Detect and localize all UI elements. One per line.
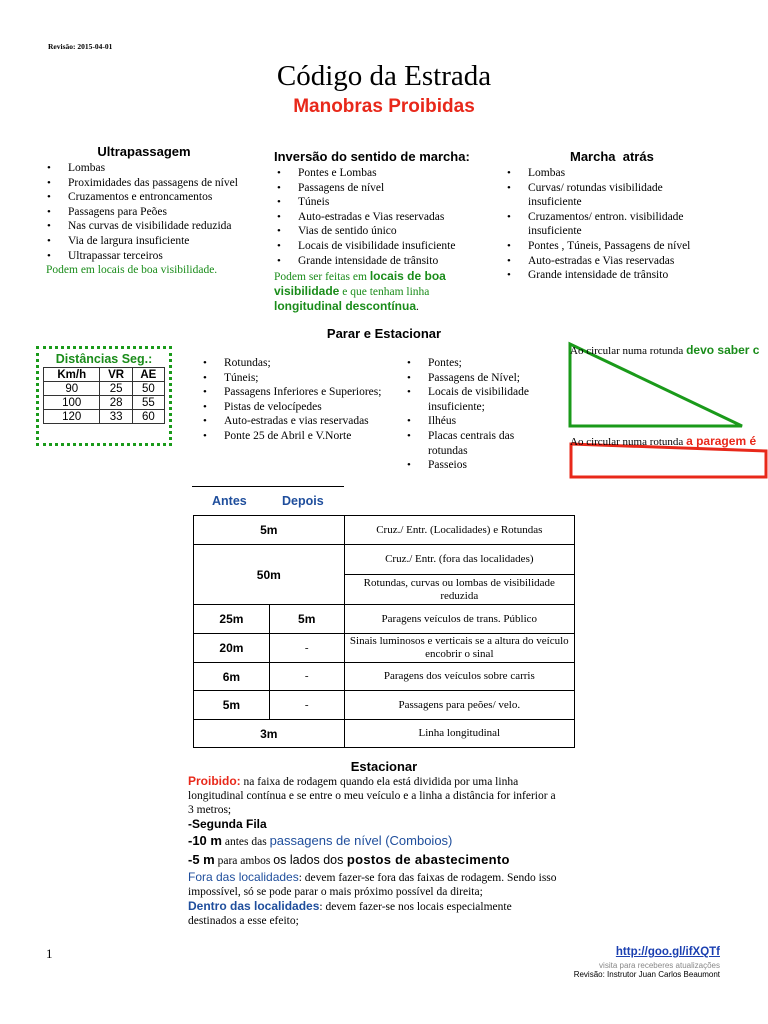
table-cell: Cruz./ Entr. (fora das localidades) — [344, 545, 574, 575]
list-item: • Passagens Inferiores e Superiores; — [200, 385, 386, 400]
table-header: VR — [100, 368, 132, 382]
estacionar-heading: Estacionar — [350, 759, 418, 774]
footer-link[interactable]: http://goo.gl/ifXQTf — [615, 946, 720, 958]
paragraph-text: para ambos — [214, 855, 274, 867]
estacionar-paragraph — [188, 774, 563, 817]
parar-list-left — [200, 356, 386, 444]
table-cell: 6m — [194, 663, 270, 691]
col-header-antes: Antes — [212, 494, 247, 508]
rotunda-text: Ao circular numa rotunda — [570, 436, 687, 448]
list-item: • Via de largura insuficiente — [44, 234, 244, 249]
list-item: • Vias de sentido único — [274, 224, 496, 239]
rotunda-triangles — [560, 340, 768, 484]
table-cell: 90 — [44, 382, 100, 396]
rotunda-green-text — [570, 343, 768, 357]
table-cell: 20m — [194, 634, 270, 663]
table-cell: Paragens dos veículos sobre carris — [344, 663, 574, 691]
revision-date: Revisão: 2015-04-01 — [48, 42, 113, 51]
parar-list-right — [404, 356, 544, 473]
note-text: e que tenham linha — [339, 286, 430, 299]
paragraph-emphasis: postos de abastecimento — [346, 852, 510, 867]
list-item: • Ilhéus — [404, 414, 544, 429]
table-cell: Linha longitudinal — [344, 720, 574, 748]
page-subtitle: Manobras Proibidas — [293, 96, 475, 117]
list-item: • Pontes e Lombas — [274, 166, 496, 181]
list-item: • Lombas — [44, 161, 244, 176]
table-cell: Sinais luminosos e verticais se a altura do veículo encobrir o sinal — [344, 634, 574, 663]
table-row — [194, 605, 575, 634]
table-row — [44, 382, 165, 396]
note-text: . — [416, 301, 419, 314]
list-item: • Passeios — [404, 458, 544, 473]
list-item: • Auto-estradas e vias reservadas — [200, 414, 386, 429]
paragraph-text: : devem fazer-se nos locais especialmente destinados a esse efeito; — [188, 901, 512, 927]
list-item: • Ultrapassar terceiros — [44, 249, 244, 264]
list-item: • Lombas — [504, 166, 714, 181]
page-number: 1 — [46, 946, 53, 961]
parar-heading: Parar e Estacionar — [326, 326, 442, 341]
table-cell: 25 — [100, 382, 132, 396]
table-cell: 50 — [132, 382, 164, 396]
table-cell: - — [269, 634, 344, 663]
table-header-row — [192, 486, 344, 515]
footer-revision: Revisão: Instrutor Juan Carlos Beaumont — [573, 970, 720, 979]
distance-value: -10 m — [188, 833, 222, 848]
inversao-section — [274, 149, 496, 314]
table-cell: 5m — [194, 691, 270, 720]
table-row — [194, 634, 575, 663]
table-header: Km/h — [44, 368, 100, 382]
table-cell: Rotundas, curvas ou lombas de visibilidade reduzida — [344, 575, 574, 605]
paragraph-text: os lados dos — [273, 853, 347, 867]
distancias-table — [43, 367, 165, 424]
list-item: • Placas centrais das rotundas — [404, 429, 544, 458]
proibido-label: Proibido: — [188, 774, 241, 788]
table-header: AE — [132, 368, 164, 382]
note-text: Podem ser feitas em — [274, 271, 370, 284]
table-row — [194, 720, 575, 748]
list-item: • Passagens de nível — [274, 181, 496, 196]
list-item: • Grande intensidade de trânsito — [274, 254, 496, 269]
page-title: Código da Estrada — [276, 60, 492, 92]
rotunda-red-text — [570, 434, 768, 448]
list-item: • Locais de visibilidade insuficiente; — [404, 385, 544, 414]
ultrapassagem-note: Podem em locais de boa visibilidade. — [46, 264, 218, 277]
table-row — [194, 545, 575, 575]
table-row — [194, 516, 575, 545]
list-item: • Túneis; — [200, 371, 386, 386]
list-item: • Pontes; — [404, 356, 544, 371]
marcha-atras-section — [504, 149, 714, 283]
table-cell: 60 — [132, 410, 164, 424]
ultrapassagem-heading: Ultrapassagem — [97, 144, 191, 159]
table-cell: 25m — [194, 605, 270, 634]
list-item: • Grande intensidade de trânsito — [504, 268, 714, 283]
list-item: • Passagens de Nível; — [404, 371, 544, 386]
table-row — [44, 396, 165, 410]
table-cell: 100 — [44, 396, 100, 410]
table-cell: 50m — [194, 545, 345, 605]
paragraph-emphasis: passagens de nível (Comboios) — [269, 833, 453, 848]
list-item: • Cruzamentos/ entron. visibilidade insuficiente — [504, 210, 714, 239]
table-cell: Paragens veículos de trans. Público — [344, 605, 574, 634]
rotunda-text: Ao circular numa rotunda — [570, 345, 687, 357]
list-item: • Túneis — [274, 195, 496, 210]
estacionar-paragraph — [188, 851, 563, 870]
inversao-heading: Inversão do sentido de marcha: — [274, 149, 470, 164]
table-row — [194, 691, 575, 720]
ultrapassagem-section — [44, 144, 244, 277]
rotunda-emphasis: devo saber c — [686, 343, 760, 357]
table-row — [44, 410, 165, 424]
table-cell: 33 — [100, 410, 132, 424]
table-cell: - — [269, 691, 344, 720]
paragraph-text: : devem fazer-se fora das faixas de rodagem. Sendo isso impossível, só se pode parar o mais próximo possível da direita; — [188, 872, 557, 898]
paragraph-label: Fora das localidades — [188, 870, 299, 884]
table-row — [194, 663, 575, 691]
paragraph-text: na faixa de rodagem quando ela está dividida por uma linha longitudinal contínua e se entre o meu veículo e a linha a distância for inferior a 3 metros; — [188, 776, 556, 816]
col-header-depois: Depois — [282, 494, 324, 508]
table-cell: 5m — [269, 605, 344, 634]
inversao-note — [274, 269, 496, 314]
ultrapassagem-list — [44, 161, 244, 263]
paragraph-text: antes das — [221, 836, 270, 848]
distance-table — [193, 515, 575, 748]
marcha-atras-list — [504, 166, 714, 283]
list-item: • Auto-estradas e Vias reservadas — [274, 210, 496, 225]
list-item: • Passagens para Peões — [44, 205, 244, 220]
note-emphasis: longitudinal descontínua — [274, 299, 416, 314]
rotunda-emphasis: a paragem é — [686, 434, 757, 448]
table-cell: 120 — [44, 410, 100, 424]
list-item: • Auto-estradas e Vias reservadas — [504, 254, 714, 269]
estacionar-paragraph — [188, 870, 563, 899]
estacionar-paragraph — [188, 899, 563, 928]
table-cell: 3m — [194, 720, 345, 748]
distancias-box — [36, 346, 172, 446]
table-cell: - — [269, 663, 344, 691]
marcha-atras-heading: Marcha atrás — [570, 149, 654, 164]
list-item: • Pistas de velocípedes — [200, 400, 386, 415]
list-item: • Locais de visibilidade insuficiente — [274, 239, 496, 254]
list-item: • Pontes , Túneis, Passagens de nível — [504, 239, 714, 254]
red-triangle — [571, 444, 766, 477]
list-item: • Nas curvas de visibilidade reduzida — [44, 219, 244, 234]
distancias-title: Distâncias Seg.: — [55, 352, 153, 366]
segunda-fila: -Segunda Fila — [188, 817, 267, 831]
list-item: • Cruzamentos e entroncamentos — [44, 190, 244, 205]
table-cell: 28 — [100, 396, 132, 410]
table-cell: 5m — [194, 516, 345, 545]
list-item: • Proximidades das passagens de nível — [44, 176, 244, 191]
inversao-list — [274, 166, 496, 268]
list-item: • Rotundas; — [200, 356, 386, 371]
list-item: • Ponte 25 de Abril e V.Norte — [200, 429, 386, 444]
distance-value: -5 m — [188, 852, 215, 867]
estacionar-body — [188, 774, 563, 928]
paragraph-label: Dentro das localidades — [188, 899, 320, 913]
footer-visit-text: visita para receberes atualizações — [599, 961, 720, 970]
table-cell: 55 — [132, 396, 164, 410]
table-cell: Cruz./ Entr. (Localidades) e Rotundas — [344, 516, 574, 545]
estacionar-paragraph — [188, 832, 563, 851]
list-item: • Curvas/ rotundas visibilidade insuficiente — [504, 181, 714, 210]
table-cell: Passagens para peões/ velo. — [344, 691, 574, 720]
note-emphasis: locais de boa visibilidade — [274, 269, 446, 299]
